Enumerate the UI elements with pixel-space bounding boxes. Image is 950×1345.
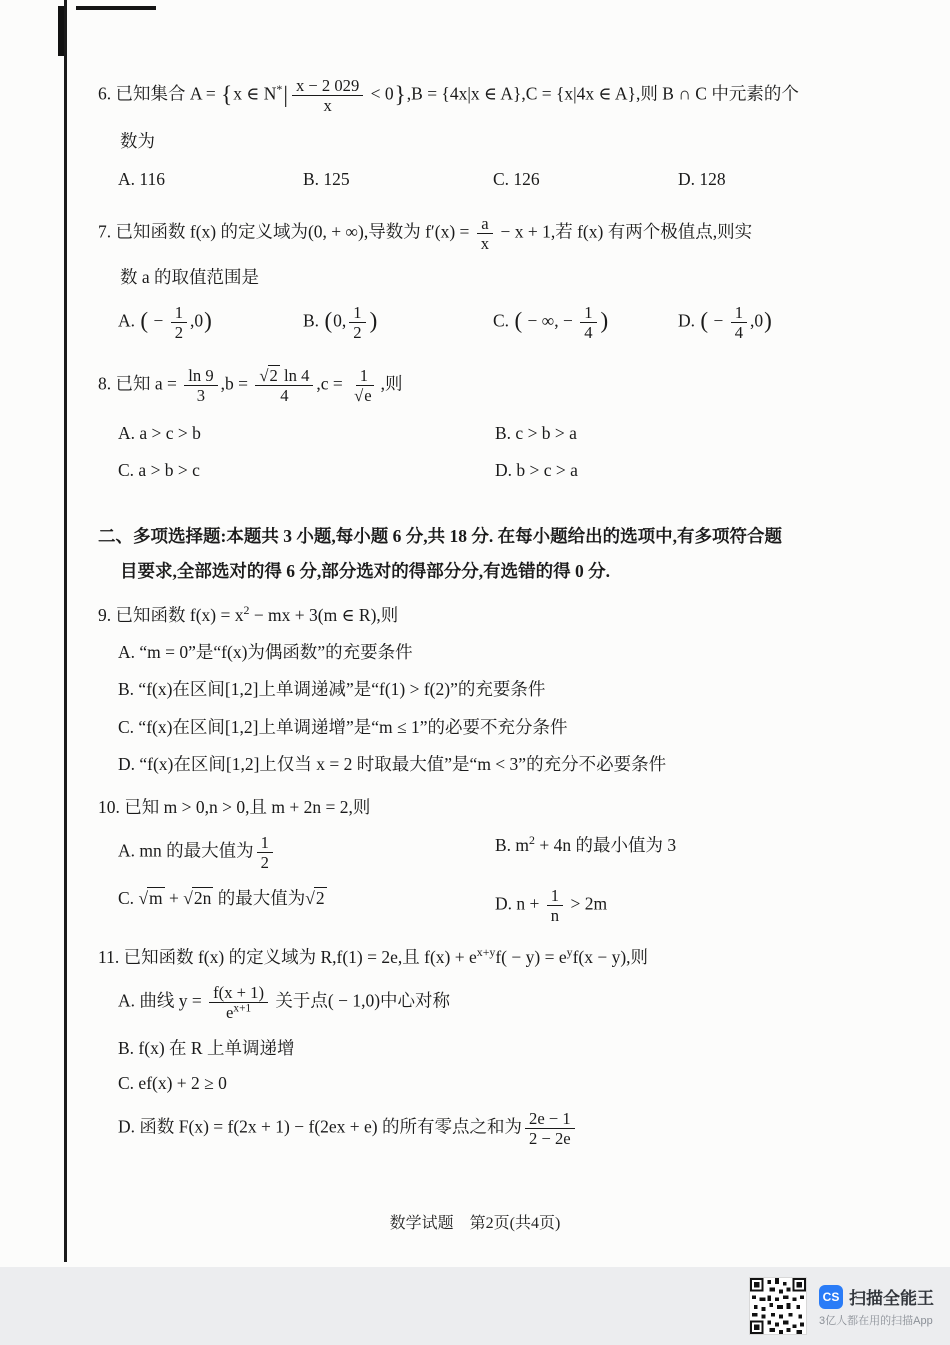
- scan-artifact-top-line: [76, 6, 156, 10]
- question-9: [98, 603, 920, 778]
- question-7-option-c: C. ( − ∞, − $\frac{1}{4}$ ): [493, 302, 609, 342]
- qr-code: [749, 1277, 807, 1335]
- question-10-option-a: A. mn 的最大值为 $\frac{1}{2}$: [118, 833, 495, 872]
- scan-bottom-band: [0, 1267, 950, 1345]
- question-9-option-b: B. “f(x)在区间[1,2]上单调递减”是“f(1) > f(2)”的充要条件: [118, 679, 546, 700]
- question-8-option-c: C. a > b > c: [118, 460, 200, 481]
- question-11-option-c: C. ef(x) + 2 ≥ 0: [118, 1073, 227, 1094]
- question-6-option-b: B. 125: [303, 168, 350, 189]
- question-6-option-d: D. 128: [678, 168, 726, 189]
- question-8-option-a: A. a > c > b: [118, 423, 201, 443]
- question-7-options: [98, 303, 920, 342]
- section-2-header-line-1: 二、多项选择题:本题共 3 小题,每小题 6 分,共 18 分. 在每小题给出的选项中,有多项符合题: [98, 525, 782, 546]
- scanner-watermark: [749, 1277, 934, 1335]
- app-tagline: 3亿人都在用的扫描App: [819, 1315, 933, 1327]
- question-6-option-c: C. 126: [493, 168, 540, 189]
- question-10-option-d: D. n + $\frac{1}{n}$ > 2m: [495, 885, 608, 926]
- scan-artifact-left-edge-line: [64, 0, 67, 1262]
- question-9-option-c: C. “f(x)在区间[1,2]上单调递增”是“m ≤ 1”的必要不充分条件: [118, 716, 568, 737]
- question-8-options-row-2: [98, 458, 920, 483]
- question-9-option-d: D. “f(x)在区间[1,2]上仅当 x = 2 时取最大值”是“m < 3”的充分不必要条件: [118, 754, 667, 774]
- question-10: [98, 795, 920, 925]
- question-8-stem: 8. 已知 a = $\frac{\ln 9}{3}$ ,b = $\frac{√2 \ln 4}{4}$ ,c = $\frac{1}{√e}$ ,则: [98, 365, 403, 405]
- question-10-option-b: B. $m^2 + 4n$ 的最小值为 3: [495, 832, 677, 855]
- question-10-options-row-1: [98, 833, 920, 872]
- question-11-option-b: B. f(x) 在 R 上单调递增: [118, 1037, 295, 1058]
- question-11-option-d: D. 函数 F(x) = f(2x + 1) − f(2ex + e) 的所有零点之和为 $\frac{2e - 1}{2 - 2e}$: [98, 1109, 920, 1148]
- app-name-row: [819, 1284, 934, 1309]
- question-8-option-b: B. c > b > a: [495, 423, 577, 443]
- question-7: [98, 214, 920, 342]
- question-7-option-d: D. ( − $\frac{1}{4}$ ,0): [678, 302, 772, 342]
- question-7-option-b: B. (0, $\frac{1}{2}$ ): [303, 302, 378, 342]
- watermark-text: [819, 1284, 934, 1328]
- question-8-options-row-1: [98, 421, 920, 446]
- question-11-option-a: A. 曲线 y = $\frac{f(x + 1)}{e^{x+1}}$ 关于点( − 1,0)中心对称: [118, 982, 451, 1022]
- question-10-options-row-2: [98, 886, 920, 925]
- question-6-option-a: A. 116: [118, 168, 165, 189]
- question-7-stem-line-1: 7. 已知函数 f(x) 的定义域为(0, + ∞),导数为 f′(x) = $\frac{a}{x}$ − x + 1,若 f(x) 有两个极值点,则实: [98, 213, 753, 254]
- question-9-stem: 9. 已知函数 $f(x) = x^2$ − mx + 3(m ∈ R),则: [98, 602, 399, 625]
- question-8-option-d: D. b > c > a: [495, 460, 578, 481]
- question-6: [98, 76, 920, 192]
- cs-logo: CS: [819, 1285, 843, 1309]
- question-9-option-a: A. “m = 0”是“f(x)为偶函数”的充要条件: [118, 641, 413, 662]
- question-7-stem-line-2: 数 a 的取值范围是: [120, 267, 260, 288]
- question-10-option-c: C. √m + √2n 的最大值为√2: [118, 887, 325, 908]
- page-footer: 数学试题 第2页(共4页): [389, 1215, 561, 1232]
- question-8: [98, 366, 920, 484]
- question-6-stem-line-1: 6. 已知集合 A = {x ∈ N*| $\frac{x - 2 029}{x}$ < 0},B = {4x|x ∈ A},C = {x|4x ∈ A},则 B ∩ C 中元素的个: [98, 76, 799, 116]
- app-name: 扫描全能王: [849, 1289, 934, 1308]
- question-11-stem: 11. 已知函数 f(x) 的定义域为 R,f(1) = 2e,且 $f(x) + e^{x+y}f( - y) = e^yf(x - y)$,则: [98, 945, 649, 968]
- question-7-option-a: A. ( − $\frac{1}{2}$ ,0): [118, 302, 212, 342]
- question-6-stem-line-2: 数为: [120, 131, 155, 152]
- question-6-options: [98, 167, 920, 192]
- exam-content: [98, 76, 920, 1148]
- question-10-stem: 10. 已知 m > 0,n > 0,且 m + 2n = 2,则: [98, 797, 371, 818]
- question-11: [98, 945, 920, 1148]
- section-2-header-line-2: 目要求,全部选对的得 6 分,部分选对的得部分分,有选错的得 0 分.: [120, 561, 610, 582]
